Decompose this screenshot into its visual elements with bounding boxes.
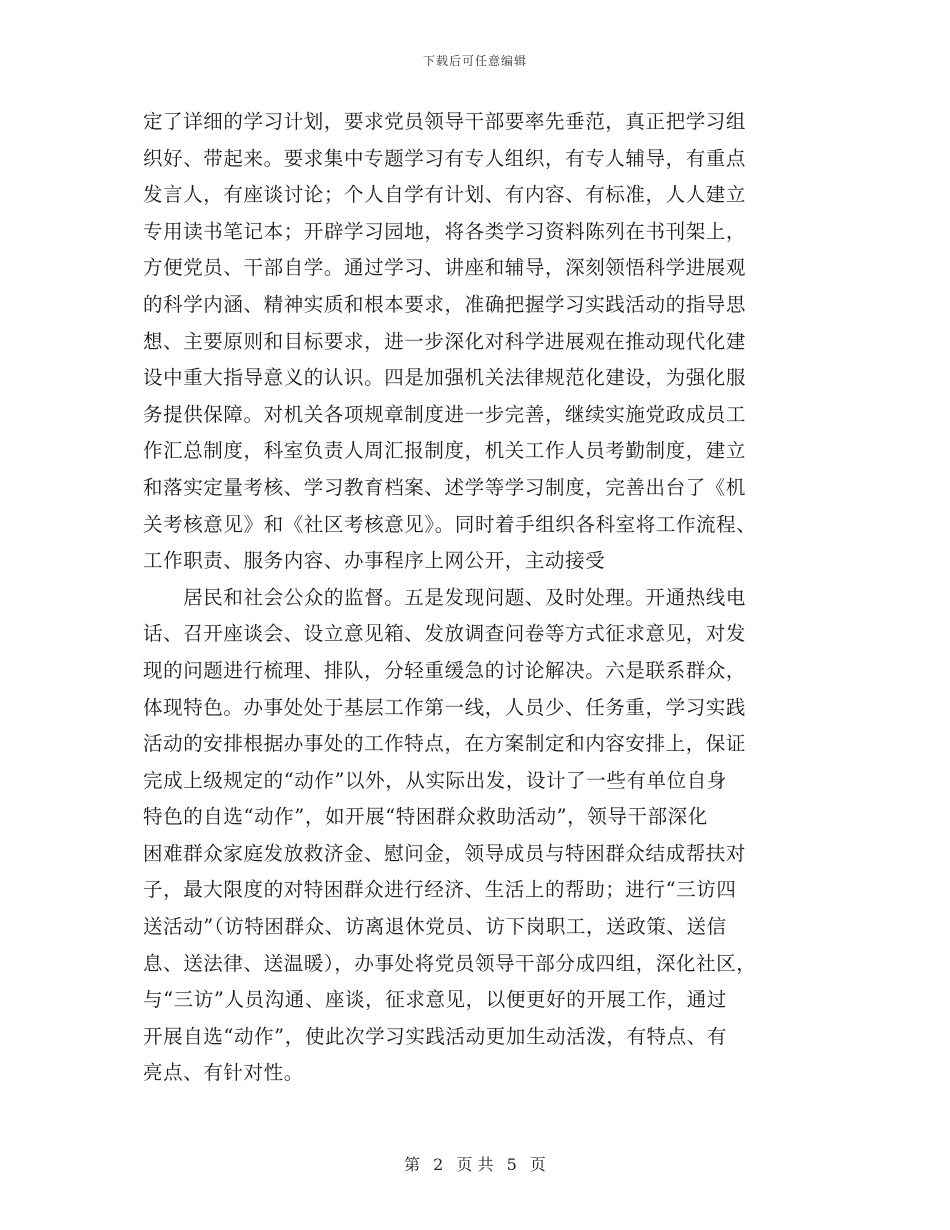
page-footer (0, 1152, 950, 1175)
text-line: 与“三访”人员沟通、座谈，征求意见，以便更好的开展工作，通过 (143, 988, 727, 1012)
document-body (143, 104, 815, 1092)
text-line: 工作职责、服务内容、办事程序上网公开，主动接受 (143, 549, 606, 573)
text-line: 发言人，有座谈讨论；个人自学有计划、有内容、有标准，人人建立 (143, 183, 747, 207)
text-line: 亮点、有针对性。 (143, 1061, 304, 1085)
text-line: 送活动”（访特困群众、访离退休党员、访下岗职工，送政策、送信 (143, 915, 727, 939)
text-line: 关考核意见》和《社区考核意见》。同时着手组织各科室将工作流程、 (143, 512, 757, 536)
text-line: 方便党员、干部自学。通过学习、讲座和辅导，深刻领悟科学进展观 (143, 256, 747, 280)
text-line: 体现特色。办事处处于基层工作第一线，人员少、任务重，学习实践 (143, 695, 747, 719)
text-line: 困难群众家庭发放救济金、慰问金，领导成员与特困群众结成帮扶对 (143, 841, 747, 865)
text-line: 专用读书笔记本；开辟学习园地，将各类学习资料陈列在书刊架上， (143, 219, 747, 243)
text-line: 务提供保障。对机关各项规章制度进一步完善，继续实施党政成员工 (143, 402, 747, 426)
text-line: 定了详细的学习计划，要求党员领导干部要率先垂范，真正把学习组 (143, 110, 747, 133)
text-line: 活动的安排根据办事处的工作特点，在方案制定和内容安排上，保证 (143, 732, 747, 756)
text-line: 息、送法律、送温暖），办事处将党员领导干部分成四组，深化社区， (143, 951, 757, 975)
text-line: 的科学内涵、精神实质和根本要求，准确把握学习实践活动的指导思 (143, 292, 747, 316)
footer-prefix: 第 (404, 1155, 421, 1174)
current-page-number: 2 (433, 1155, 444, 1174)
page-header: 下载后可任意编辑 (422, 54, 527, 68)
text-line: 完成上级规定的“动作”以外，从实际出发，设计了一些有单位自身 (143, 768, 727, 792)
text-line: 想、主要原则和目标要求，进一步深化对科学进展观在推动现代化建 (143, 329, 747, 353)
footer-middle: 页 共 (456, 1155, 494, 1174)
text-line: 和落实定量考核、学习教育档案、述学等学习制度，完善出台了《机 (143, 475, 747, 499)
text-line: 子，最大限度的对特困群众进行经济、生活上的帮助；进行“三访四 (143, 878, 737, 902)
text-line: 特色的自选“动作”，如开展“特困群众救助活动”，领导干部深化 (143, 805, 708, 829)
text-line: 开展自选“动作”，使此次学习实践活动更加生动活泼，有特点、有 (143, 1024, 727, 1048)
text-line: 居民和社会公众的监督。五是发现问题、及时处理。开通热线电 (143, 585, 747, 609)
text-line: 作汇总制度，科室负责人周汇报制度，机关工作人员考勤制度，建立 (143, 439, 747, 463)
text-line: 织好、带起来。要求集中专题学习有专人组织，有专人辅导，有重点 (143, 146, 747, 170)
total-pages-number: 5 (506, 1155, 517, 1174)
text-line: 现的问题进行梳理、排队，分轻重缓急的讨论解决。六是联系群众， (143, 658, 747, 682)
text-line: 话、召开座谈会、设立意见箱、发放调查问卷等方式征求意见，对发 (143, 622, 747, 646)
footer-suffix: 页 (529, 1155, 546, 1174)
text-line: 设中重大指导意义的认识。四是加强机关法律规范化建设，为强化服 (143, 366, 747, 390)
